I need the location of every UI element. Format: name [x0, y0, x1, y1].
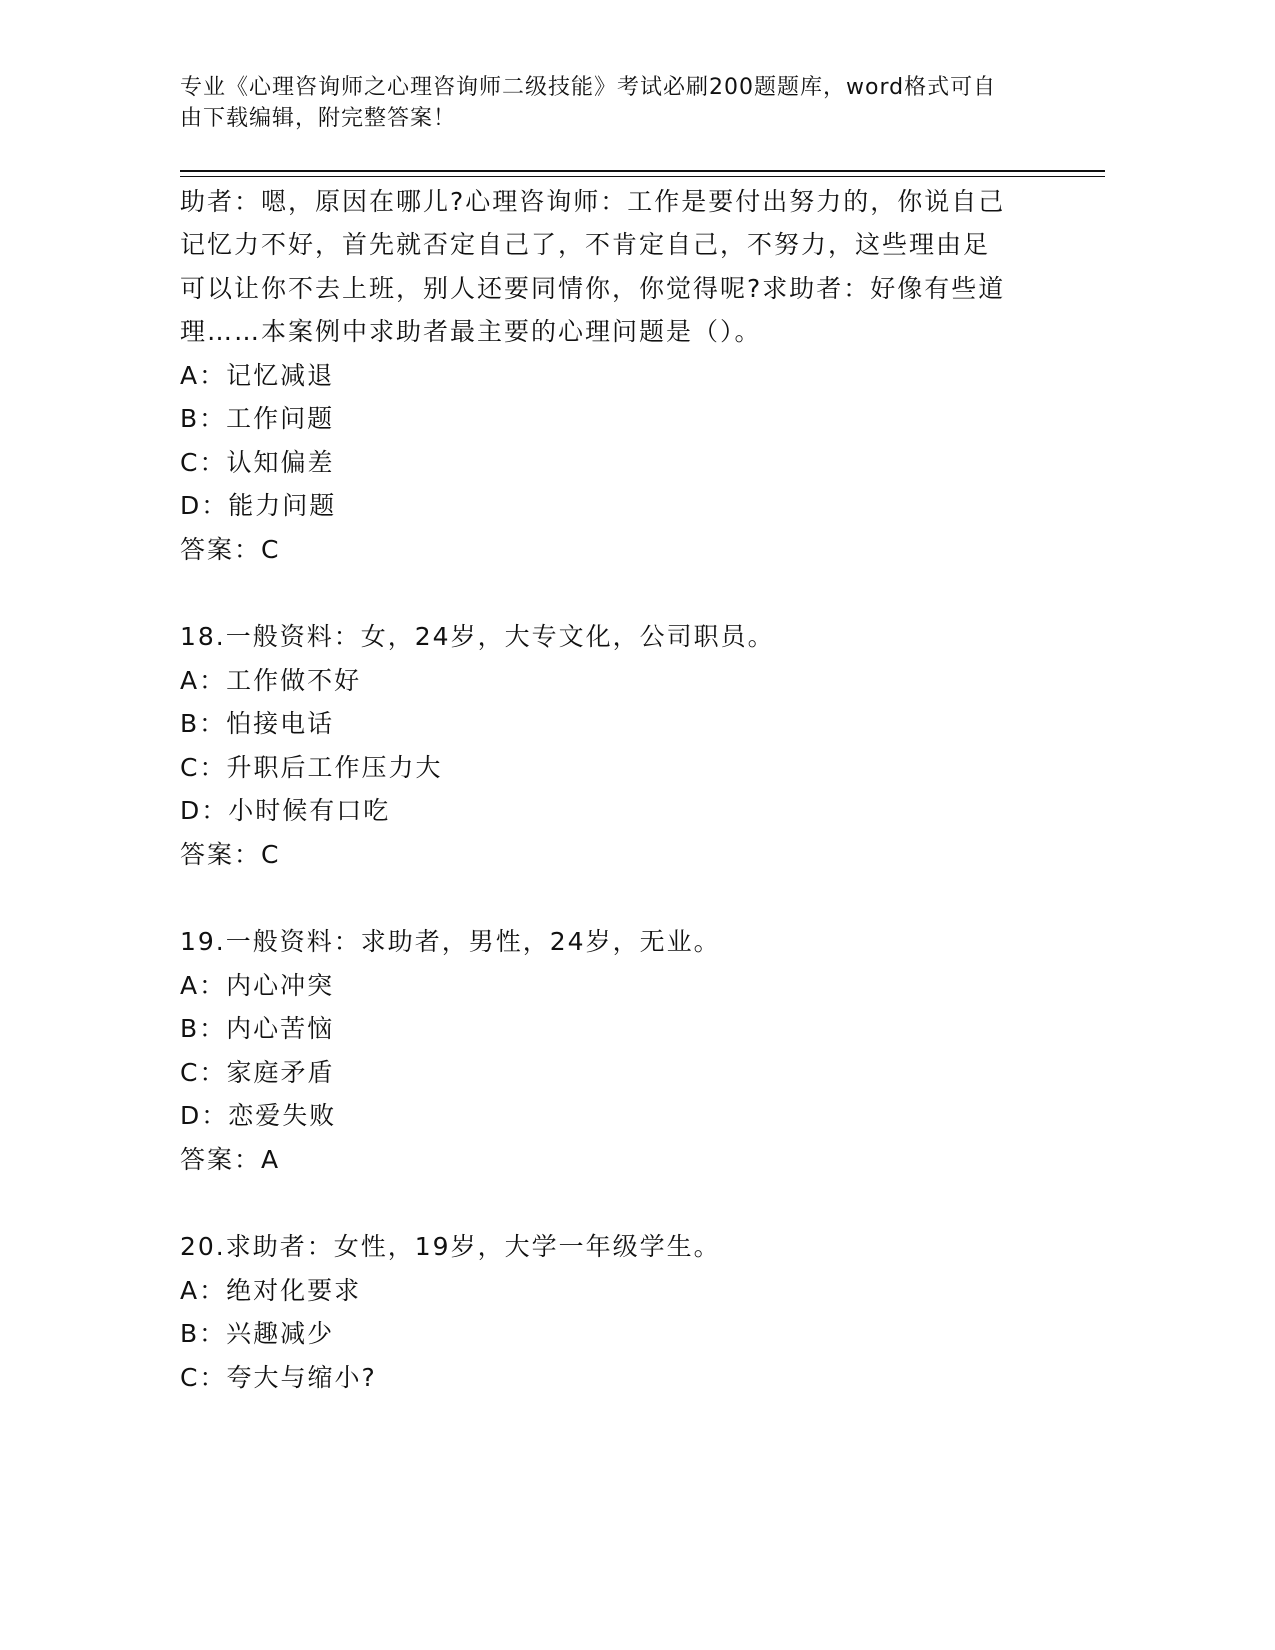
- question-18-stem: 18.一般资料：女，24岁，大专文化，公司职员。: [180, 622, 775, 651]
- question-20-option-c: C：夸大与缩小?: [180, 1363, 377, 1392]
- question-20-option-b: B：兴趣减少: [180, 1319, 335, 1348]
- question-19-answer: 答案：A: [180, 1145, 281, 1174]
- question-17-option-b: B：工作问题: [180, 404, 335, 433]
- question-17-text-line-2: 记忆力不好，首先就否定自己了，不肯定自己，不努力，这些理由足: [180, 230, 991, 259]
- question-18-option-b: B：怕接电话: [180, 709, 335, 738]
- question-17-option-d: D：能力问题: [180, 491, 337, 520]
- question-20-stem: 20.求助者：女性，19岁，大学一年级学生。: [180, 1232, 721, 1261]
- question-18-answer: 答案：C: [180, 840, 281, 869]
- question-20-option-a: A：绝对化要求: [180, 1276, 362, 1305]
- header-divider-thick: [180, 170, 1105, 172]
- question-19-option-b: B：内心苦恼: [180, 1014, 335, 1043]
- question-18-option-a: A：工作做不好: [180, 666, 362, 695]
- question-19-option-a: A：内心冲突: [180, 971, 335, 1000]
- question-17-text-line-4: 理……本案例中求助者最主要的心理问题是（）。: [180, 317, 762, 346]
- question-17-text-line-3: 可以让你不去上班，别人还要同情你，你觉得呢?求助者：好像有些道: [180, 274, 1006, 303]
- question-19-option-d: D：恋爱失败: [180, 1101, 337, 1130]
- question-17-answer: 答案：C: [180, 535, 281, 564]
- document-header: [180, 72, 1040, 134]
- question-19-option-c: C：家庭矛盾: [180, 1058, 335, 1087]
- question-17-option-a: A：记忆减退: [180, 361, 335, 390]
- header-divider-thin: [180, 176, 1105, 177]
- header-title-line-1: 专业《心理咨询师之心理咨询师二级技能》考试必刷200题题库，word格式可自: [180, 75, 997, 100]
- header-title-line-2: 由下载编辑，附完整答案！: [180, 106, 457, 131]
- question-18-option-d: D：小时候有口吃: [180, 796, 391, 825]
- question-17-option-c: C：认知偏差: [180, 448, 335, 477]
- question-18-option-c: C：升职后工作压力大: [180, 753, 443, 782]
- question-17-text-line-1: 助者：嗯，原因在哪儿?心理咨询师：工作是要付出努力的，你说自己: [180, 187, 1006, 216]
- question-19-stem: 19.一般资料：求助者，男性，24岁，无业。: [180, 927, 721, 956]
